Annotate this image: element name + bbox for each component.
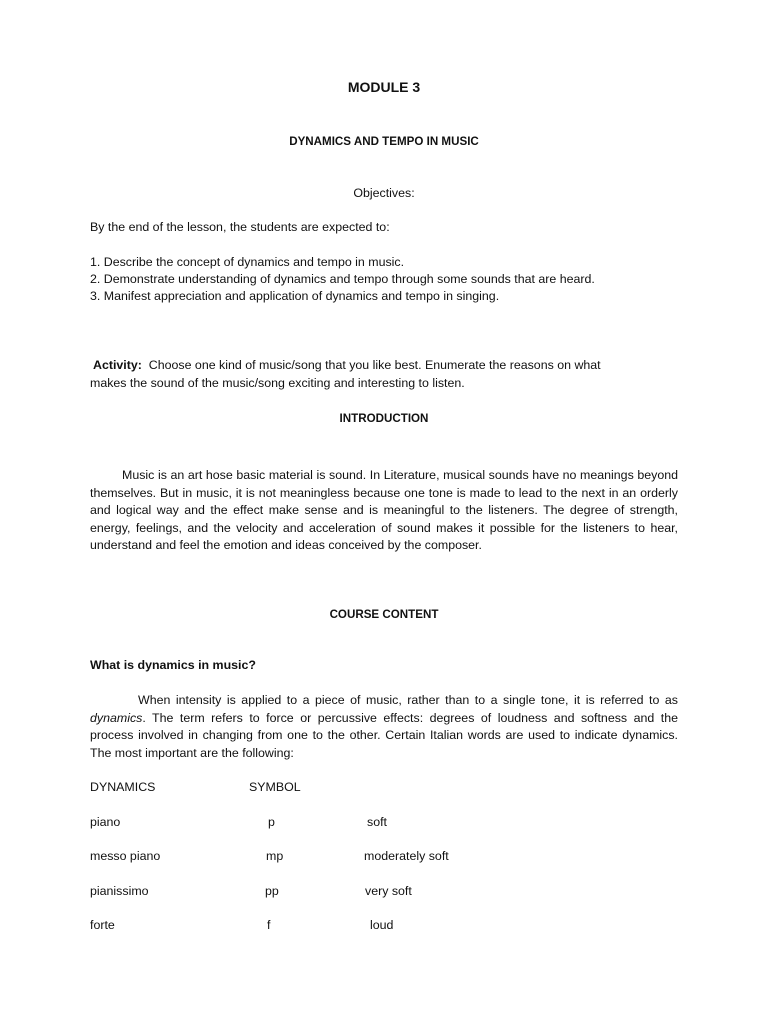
dynamics-paragraph-start: When intensity is applied to a piece of music, rather than to a single tone, it is referred to as: [138, 693, 678, 707]
meaning-cell: soft: [367, 815, 387, 829]
meaning-cell: very soft: [365, 884, 412, 898]
objective-item-3: 3. Manifest appreciation and application of dynamics and tempo in singing.: [90, 289, 500, 303]
activity-label: Activity:: [93, 358, 142, 372]
activity-line-1: [90, 357, 678, 375]
activity-text-1: Choose one kind of music/song that you like best. Enumerate the reasons on what: [148, 358, 601, 372]
column-header-dynamics: DYNAMICS: [90, 780, 156, 794]
meaning-cell: loud: [370, 918, 394, 932]
dynamics-paragraph-end: . The term refers to force or percussive effects: degrees of loudness and softness and the process involved in changing from one to the other. Certain Italian words are used to indicate dynamics. The most important are the following:: [90, 710, 678, 760]
introduction-paragraph: Music is an art hose basic material is sound. In Literature, musical sounds have no meanings beyond themselves. But in music, it is not meaningless because one tone is made to lead to the next in an orderly and logical way and the effect make sense and is meaningful to the listeners. The degree of strength, energy, feelings, and the velocity and acceleration of sound makes it possible for the listeners to hear, understand and feel the emotion and ideas conceived by the composer.: [90, 468, 678, 553]
dynamics-term-cell: piano: [90, 815, 121, 829]
table-row: [0, 814, 768, 832]
objectives-intro: By the end of the lesson, the students are expected to:: [90, 220, 390, 234]
introduction-heading: INTRODUCTION: [339, 412, 429, 425]
dynamics-question: What is dynamics in music?: [90, 658, 256, 672]
table-row: [0, 883, 768, 901]
objectives-heading: Objectives:: [353, 186, 415, 200]
column-header-symbol: SYMBOL: [249, 780, 301, 794]
objective-item-1: 1. Describe the concept of dynamics and tempo in music.: [90, 255, 405, 269]
symbol-cell: p: [268, 815, 275, 829]
dynamics-term-cell: pianissimo: [90, 884, 149, 898]
dynamics-term-cell: messo piano: [90, 849, 161, 863]
dynamics-paragraph: [90, 692, 678, 762]
symbol-cell: mp: [266, 849, 284, 863]
module-title: MODULE 3: [347, 79, 421, 95]
meaning-cell: moderately soft: [364, 849, 449, 863]
activity-line-2: makes the sound of the music/song exciting and interesting to listen.: [90, 376, 465, 390]
table-row: [0, 917, 768, 935]
symbol-cell: f: [267, 918, 271, 932]
symbol-cell: pp: [265, 884, 279, 898]
dynamics-term-cell: forte: [90, 918, 115, 932]
dynamics-table-header: [0, 779, 768, 797]
table-row: [0, 848, 768, 866]
course-content-heading: COURSE CONTENT: [329, 608, 439, 621]
dynamics-term: dynamics: [90, 710, 143, 725]
document-subtitle: DYNAMICS AND TEMPO IN MUSIC: [289, 135, 479, 148]
objective-item-2: 2. Demonstrate understanding of dynamics and tempo through some sounds that are heard.: [90, 272, 595, 286]
